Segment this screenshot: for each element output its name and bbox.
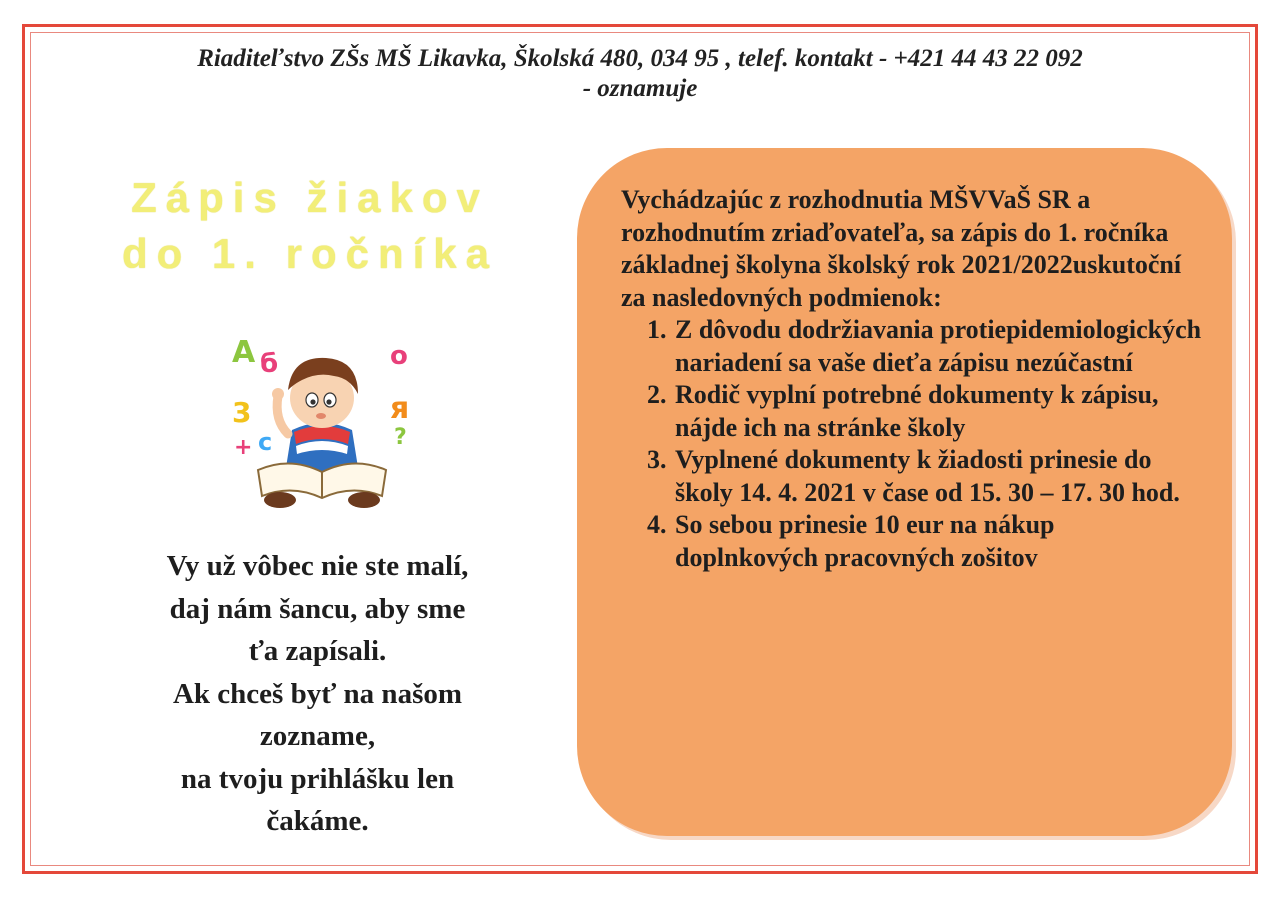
condition-text: Z dôvodu dodržiavania protiepidemiologických nariadení sa vaše dieťa zápisu nezúčastní: [675, 315, 1202, 377]
title-line-1: Zápis žiakov: [131, 174, 489, 221]
question-mark-icon: ?: [394, 425, 407, 450]
slogan-line: na tvoju prihlášku len: [180, 762, 455, 795]
condition-item: [647, 314, 1202, 379]
slogan-line: čakáme.: [266, 805, 369, 837]
condition-text: Vyplnené dokumenty k žiadosti prinesie do školy 14. 4. 2021 v čase od 15. 30 – 17. 30 hod.: [675, 445, 1180, 507]
letter-a-icon: A: [232, 335, 256, 370]
number-three-icon: 3: [232, 396, 252, 429]
invitation-slogan: [70, 545, 565, 843]
letter-b-icon: б: [260, 349, 279, 379]
header-line-2: - oznamuje: [582, 75, 698, 102]
slogan-line: ťa zapísali.: [248, 635, 387, 667]
title-line-2: do 1. ročníka: [121, 230, 499, 277]
condition-number: 3.: [647, 445, 667, 474]
slogan-line: zozname,: [259, 720, 376, 752]
letter-c-icon: c: [258, 428, 273, 456]
child-reading-book-icon: [222, 320, 422, 520]
letter-ya-icon: я: [390, 391, 410, 426]
slogan-line: daj nám šancu, aby sme: [169, 592, 466, 625]
school-header: [40, 44, 1240, 104]
letter-o-icon: o: [390, 341, 408, 371]
enrollment-title: [70, 170, 550, 282]
condition-number: 1.: [647, 315, 667, 344]
condition-number: 2.: [647, 380, 667, 409]
header-line-1: Riaditeľstvo ZŠs MŠ Likavka, Školská 480, 034 95 , telef. kontakt - +421 44 43 22 092: [197, 45, 1083, 72]
plus-sign-icon: +: [234, 435, 253, 460]
slogan-line: Ak chceš byť na našom: [172, 677, 463, 710]
condition-text: So sebou prinesie 10 eur na nákup doplnkových pracovných zošitov: [675, 510, 1055, 572]
condition-item: [647, 379, 1202, 444]
condition-number: 4.: [647, 510, 667, 539]
condition-item: [647, 509, 1202, 574]
conditions-intro: Vychádzajúc z rozhodnutia MŠVVaŠ SR a rozhodnutím zriaďovateľa, sa zápis do 1. ročníka základnej školyna školský rok 2021/2022uskutoční za nasledovných podmienok:: [621, 185, 1182, 312]
condition-item: [647, 444, 1202, 509]
enrollment-conditions-box: [577, 148, 1232, 836]
slogan-line: Vy už vôbec nie ste malí,: [166, 550, 469, 582]
condition-text: Rodič vyplní potrebné dokumenty k zápisu, nájde ich na stránke školy: [675, 380, 1159, 442]
conditions-list: [621, 314, 1202, 574]
